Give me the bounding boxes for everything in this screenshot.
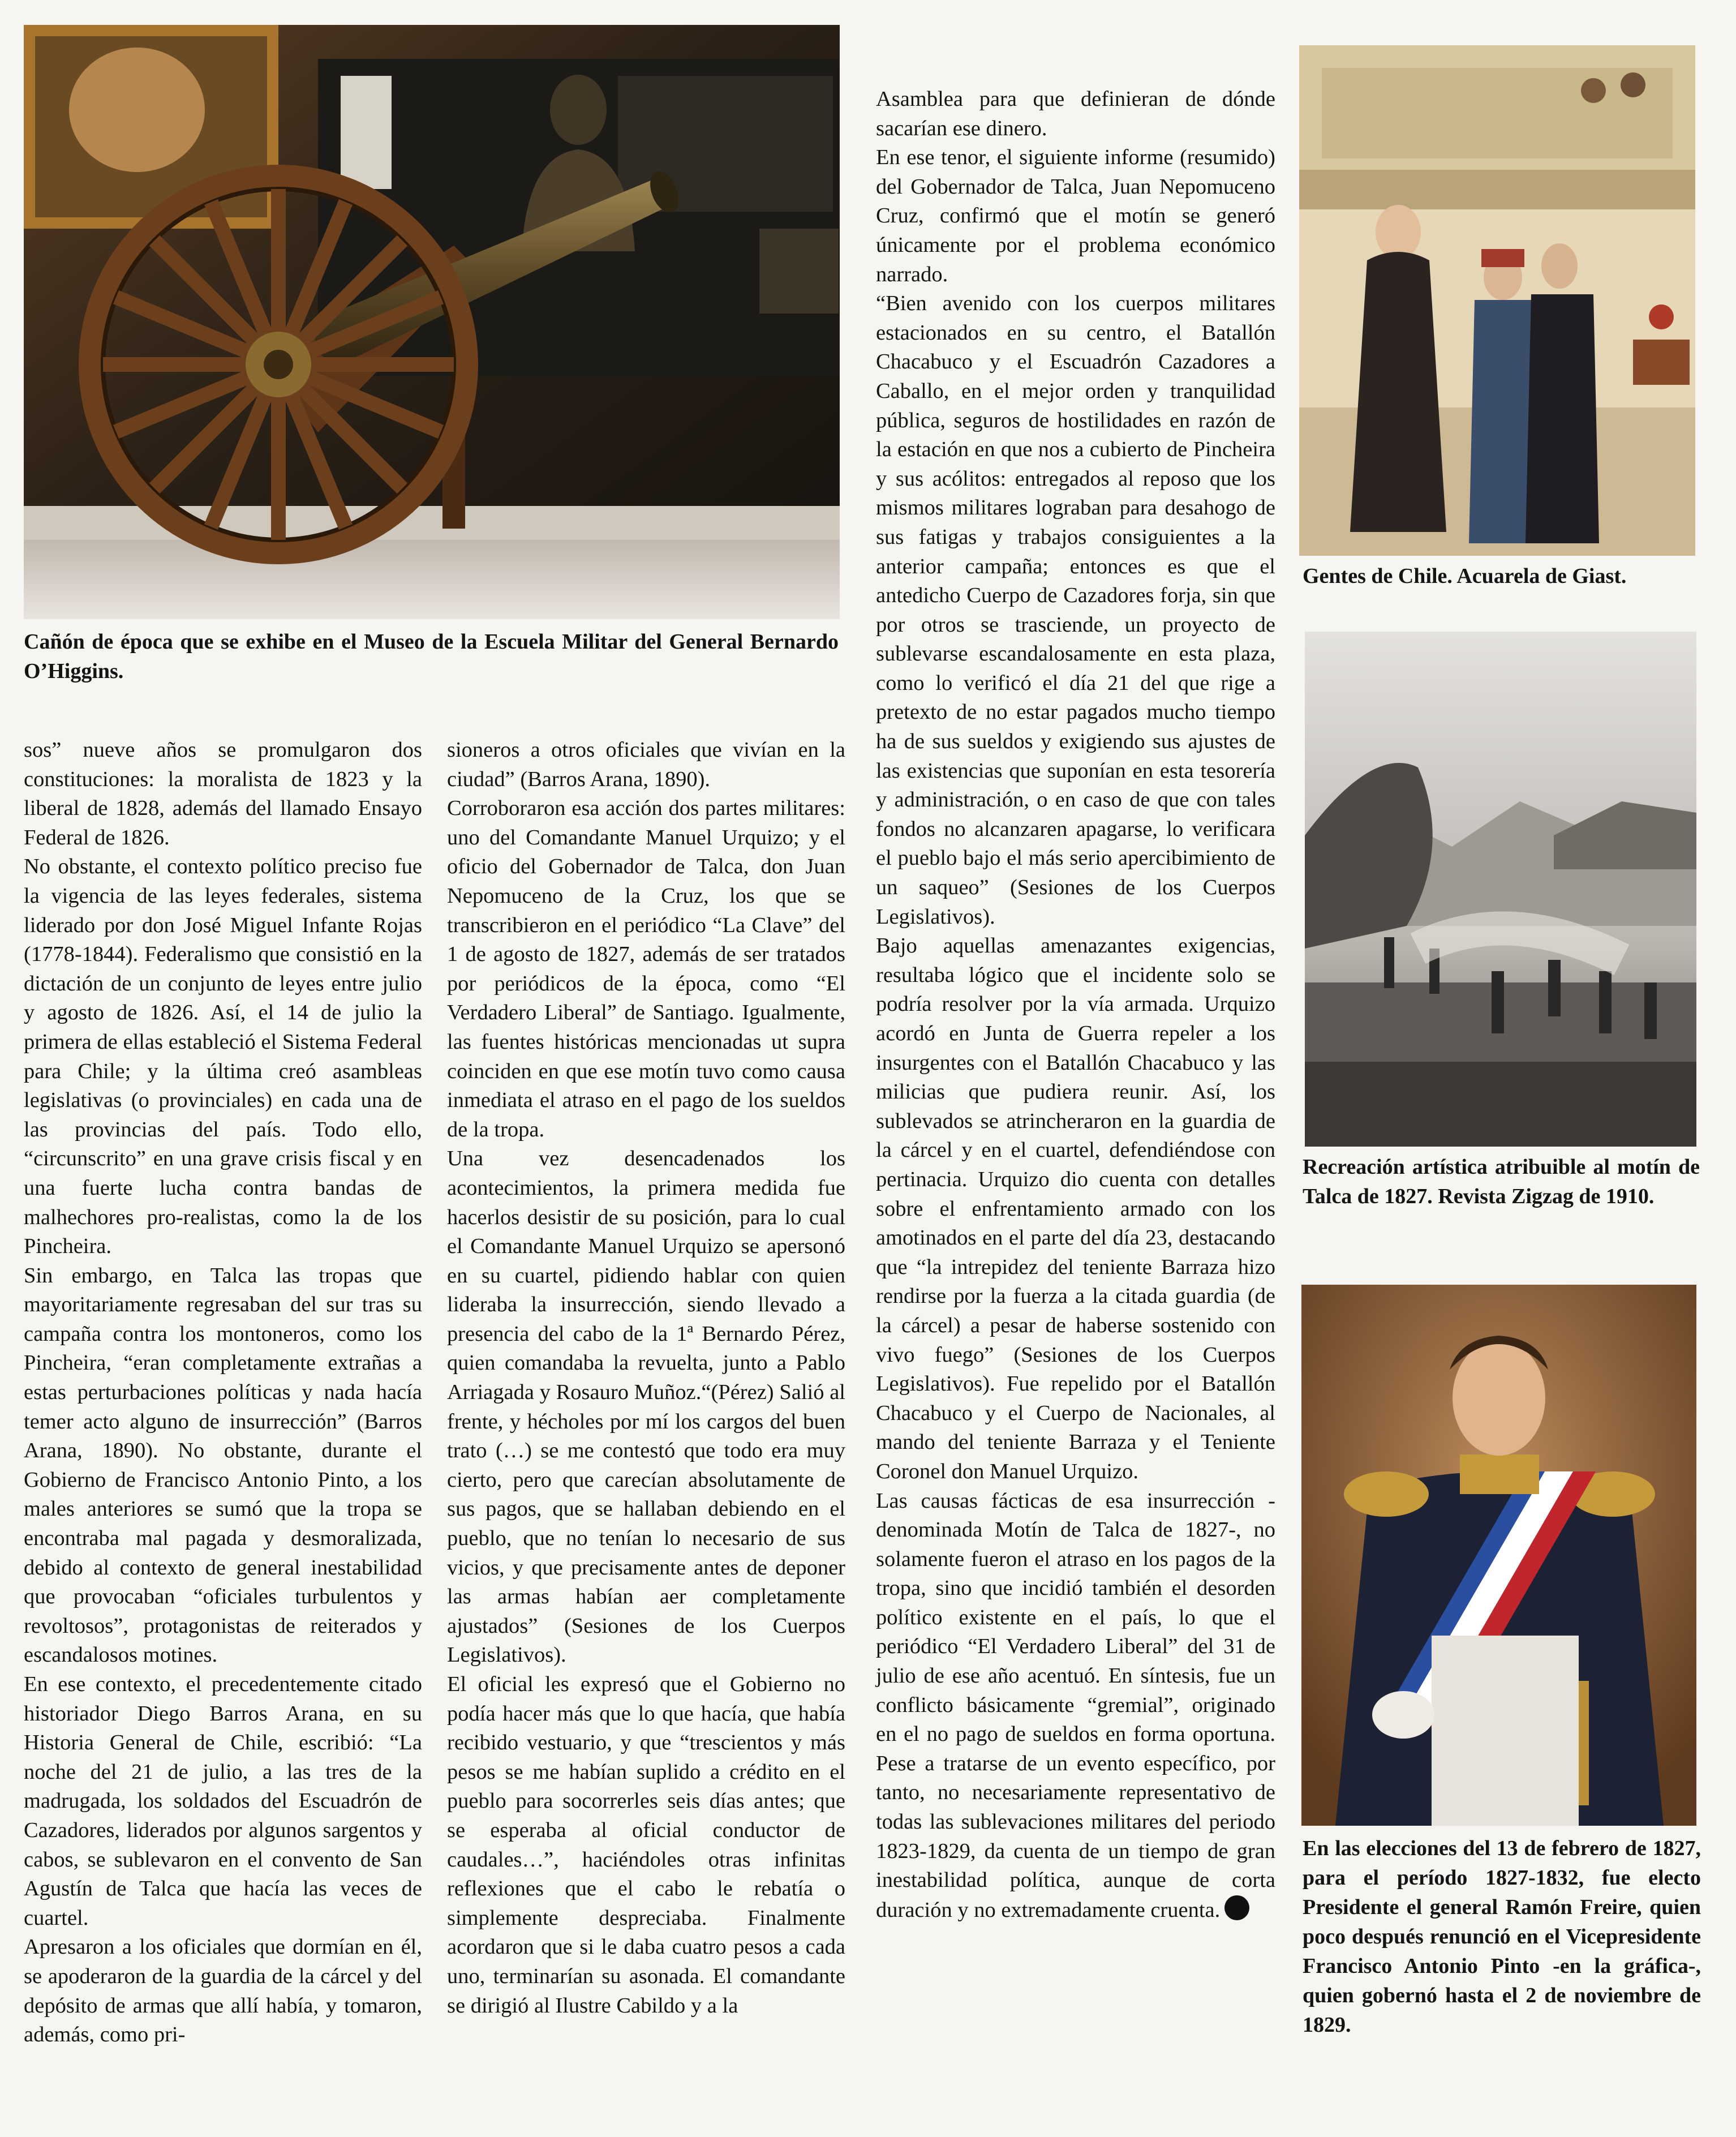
article-column-3 bbox=[876, 85, 1275, 1925]
paragraph: Bajo aquellas amenazantes exigencias, resultaba lógico que el incidente solo se podría resolver por la vía armada. Urquizo acordó en Junta de Guerra repeler a los insurgentes con el Batallón Chacabuco y las milicias que pudiera reunir. Así, los sublevados se atrincheraron en la guardia de la cárcel y en el cuartel, defendiéndose con pertinacia. Urquizo dio cuenta con detalles sobre el enfrentamiento armado con los amotinados en el parte del día 23, destacando que “la intrepidez del teniente Barraza hizo rendirse por la fuerza a la citada guardia (de la cárcel) a pesar de haberse sostenido con vivo fuego” (Sesiones de los Cuerpos Legislativos). Fue repelido por el Batallón Chacabuco y el Cuerpo de Nacionales, al mando del teniente Barraza y el Teniente Coronel don Manuel Urquizo. bbox=[876, 934, 1275, 1483]
article-column-1 bbox=[24, 736, 422, 2050]
end-of-article-dot-icon bbox=[1224, 1895, 1249, 1920]
pinto-portrait bbox=[1301, 1285, 1696, 1826]
paragraph: sos” nueve años se promulgaron dos constituciones: la moralista de 1823 y la liberal de 1828, además del llamado Ensayo Federal de 1826. bbox=[24, 738, 422, 849]
paragraph: En ese contexto, el precedentemente citado historiador Diego Barros Arana, en su Historia General de Chile, escribió: “La noche del 21 de julio, a las tres de la madrugada, los soldados del Escuadrón de Cazadores, liderados por algunos sargentos y cabos, se sublevaron en el convento de San Agustín de Talca que hacía las veces de cuartel. bbox=[24, 1672, 422, 1930]
paragraph: “Bien avenido con los cuerpos militares estacionados en su centro, el Batallón Chacabuco y el Escuadrón Cazadores a Caballo, en el mejor orden y tranquilidad pública, seguros de hostilidades en razón de la estación en que nos a cubierto de Pincheira y sus acólitos: entregados al reposo que los mismos militares lograban para desahogo de sus fatigas y trabajos consiguientes a la anterior campaña; entonces es que el antedicho Cuerpo de Cazadores forja, sin que por otros se trasciende, un proyecto de sublevarse escandalosamente en esta plaza, como lo verificó el día 21 del que rige a pretexto de no estar pagados mucho tiempo ha de sus sueldos y exigiendo sus ajustes de las existencias que suponían en esta tesorería y administración, o en caso de que con tales fondos no alcanzaren apagarse, lo verificara el pueblo bajo el más serio apercibimiento de un saqueo” (Sesiones de los Cuerpos Legislativos). bbox=[876, 291, 1275, 929]
paragraph: No obstante, el contexto político preciso fue la vigencia de las leyes federales, sistema liderado por don José Miguel Infante Rojas (1778-1844). Federalismo que consistió en la dictación de un conjunto de leyes entre julio y agosto de 1826. Así, el 14 de julio la primera de ellas estableció el Sistema Federal para Chile; y la última creó asambleas legislativas (o provinciales) en cada una de las provincias del país. Todo ello, “circunscrito” en una grave crisis fiscal y en una fuerte lucha contra bandas de malhechores pro-realistas, como la de los Pincheira. bbox=[24, 855, 422, 1259]
final-paragraph-text: Las causas fácticas de esa insurrección -denominada Motín de Talca de 1827-, no solamente fueron el atraso en los pagos de la tropa, sino que incidió también el desorden político existente en el país, lo que el periódico “El Verdadero Liberal” del 31 de julio de ese año acentuó. En síntesis, fue un conflicto básicamente “gremial”, originado en el no pago de sueldos en forma oportuna. Pese a tratarse de un evento específico, por tanto, no necesariamente representativo de todas las sublevaciones militares del periodo 1823-1829, da cuenta de un tiempo de gran inestabilidad política, aunque de corta duración y no extremadamente cruenta. bbox=[876, 1488, 1275, 1922]
motin-caption: Recreación artística atribuible al motín de Talca de 1827. Revista Zigzag de 1910. bbox=[1303, 1155, 1700, 1208]
paragraph: Asamblea para que definieran de dónde sacarían ese dinero. bbox=[876, 87, 1275, 140]
cannon-photo bbox=[24, 25, 840, 619]
paragraph: El oficial les expresó que el Gobierno no podía hacer más que lo que hacía, que había recibido vestuario, y que “trescientos y más pesos se me habían suplido a crédito en el pueblo para socorrerles seis días antes; que se esperaba al oficial conductor de caudales…”, haciéndoles otras infinitas reflexiones que el cabo le rebatía o simplemente despreciaba. Finalmente acordaron que si le daba cuatro pesos a cada uno, terminarían su asonada. El comandante se dirigió al Ilustre Cabildo y a la bbox=[447, 1672, 845, 2018]
pinto-caption: En las elecciones del 13 de febrero de 1827, para el período 1827-1832, fue electo Presidente el general Ramón Freire, quien poco después renunció en el Vicepresidente Francisco Antonio Pinto -en la gráfica-, quien gobernó hasta el 2 de noviembre de 1829. bbox=[1303, 1836, 1701, 2037]
paragraph: En ese tenor, el siguiente informe (resumido) del Gobernador de Talca, Juan Nepomuceno Cruz, confirmó que el motín se generó únicamente por el problema económico narrado. bbox=[876, 145, 1275, 286]
motin-engraving bbox=[1305, 632, 1696, 1147]
paragraph: Sin embargo, en Talca las tropas que mayoritariamente regresaban del sur tras su campaña contra los montoneros, como los Pincheira, “eran completamente extrañas a estas perturbaciones políticas y nada hacía temer acto alguno de insurrección” (Barros Arana, 1890). No obstante, durante el Gobierno de Francisco Antonio Pinto, a los males anteriores se sumó que la tropa se encontraba mal pagada y desmoralizada, debido al contexto de general inestabilidad que provocaban “oficiales turbulentos y revoltosos”, protagonistas de reiterados y escandalosos motines. bbox=[24, 1263, 422, 1667]
paragraph: Una vez desencadenados los acontecimientos, la primera medida fue hacerlos desistir de su posición, para lo cual el Comandante Manuel Urquizo se apersonó en su cuartel, pidiendo hablar con quien lideraba la insurrección, siendo llevado a presencia del cabo de la 1ª Bernardo Pérez, quien comandaba la revuelta, junto a Pablo Arriagada y Rosauro Muñoz.“(Pérez) Salió al frente, y hécholes por mí los cargos del buen trato (…) se me contestó que todo era muy cierto, pero que carecían absolutamente de sus pagos, que se hallaban debiendo en el pueblo, que no tenían lo necesario de sus vicios, y que precisamente antes de deponer las armas habían aer completamente ajustados” (Sesiones de los Cuerpos Legislativos). bbox=[447, 1147, 845, 1667]
paragraph: Corroboraron esa acción dos partes militares: uno del Comandante Manuel Urquizo; y el oficio del Gobernador de Talca, don Juan Nepomuceno de la Cruz, los que se transcribieron en el periódico “La Clave” del 1 de agosto de 1827, además de ser tratados por periódicos de la época, como “El Verdadero Liberal” de Santiago. Igualmente, las fuentes históricas mencionadas ut supra coinciden en que ese motín tuvo como causa inmediata el atraso en el pago de los sueldos de la tropa. bbox=[447, 796, 845, 1142]
paragraph bbox=[876, 1487, 1275, 1925]
article-column-2 bbox=[447, 736, 845, 2020]
paragraph: Apresaron a los oficiales que dormían en él, se apoderaron de la guardia de la cárcel y del depósito de armas que allí había, y tomaron, además, como pri- bbox=[24, 1935, 422, 2047]
gentes-watercolor bbox=[1299, 45, 1695, 556]
paragraph: sioneros a otros oficiales que vivían en la ciudad” (Barros Arana, 1890). bbox=[447, 738, 845, 791]
cannon-caption: Cañón de época que se exhibe en el Museo de la Escuela Militar del General Bernardo O’Higgins. bbox=[24, 630, 839, 683]
gentes-caption: Gentes de Chile. Acuarela de Giast. bbox=[1303, 564, 1627, 588]
